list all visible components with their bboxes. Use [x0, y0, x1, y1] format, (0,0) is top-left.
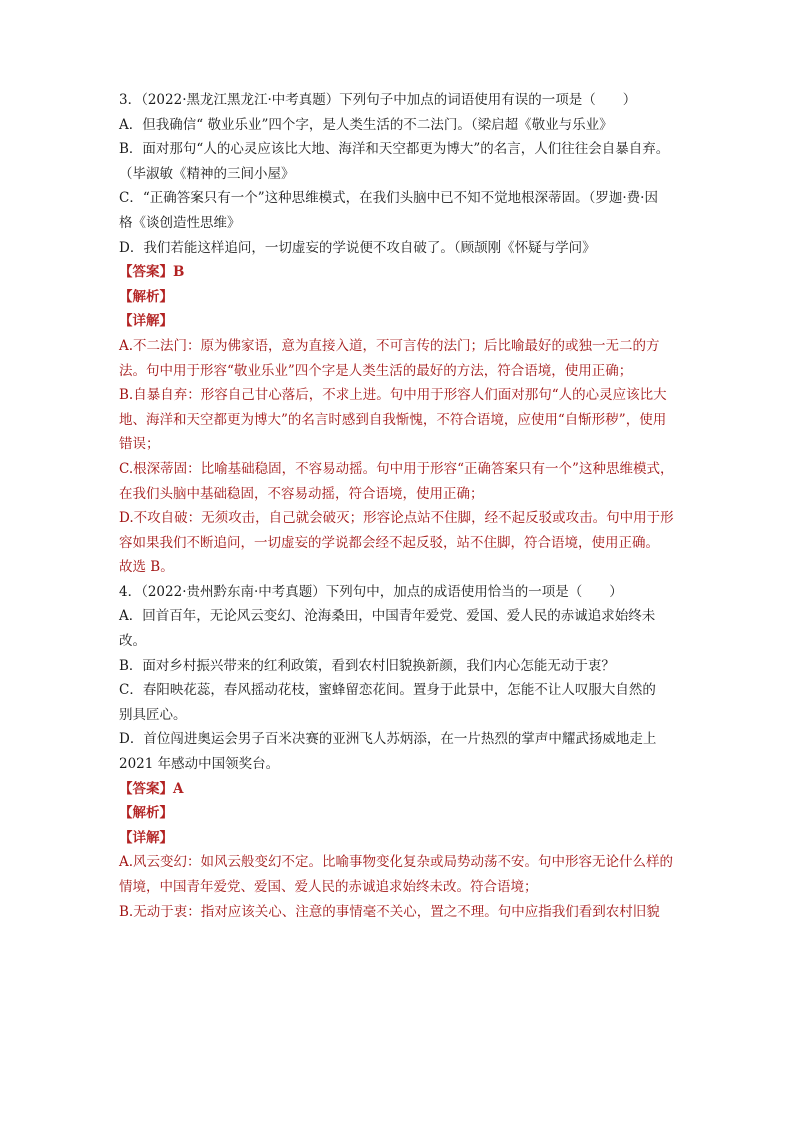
question-4-detail-a: A.风云变幻：如风云般变幻不定。比喻事物变化复杂或局势动荡不安。句中形容无论什么样的情境，中国青年爱党、爱国、爱人民的赤诚追求始终未改。符合语境；: [119, 854, 674, 895]
question-3-detail-a: A.不二法门：原为佛家语，意为直接入道，不可言传的法门；后比喻最好的或独一无二的方法。句中用于形容“敬业乐业”四个字是人类生活的最好的方法，符合语境，使用正确；: [119, 337, 660, 379]
question-4-option-b: B．面对乡村振兴带来的红利政策，看到农村旧貌换新颜，我们内心怎能无动于衷？: [119, 657, 615, 674]
answer-tag: 【答案】: [119, 264, 173, 281]
question-3-detail-b: B.自暴自弃：形容自己甘心落后，不求上进。句中用于形容人们面对那句“人的心灵应该比大地、海洋和天空都更为博大”的名言时感到自我惭愧，不符合语境，应使用“自惭形秽”，使用错误；: [119, 387, 667, 453]
question-4-option-c-line2: 别具匠心。: [119, 706, 187, 723]
question-4-option-d-line2: 2021 年感动中国领奖台。: [119, 756, 280, 773]
question-4-answer: [119, 777, 679, 802]
question-3-option-c-line1: C．“正确答案只有一个”这种思维模式，在我们头脑中已不知不觉地根深蒂固。（罗迦·费·因: [119, 190, 658, 207]
question-4-detail-tag: 【详解】: [119, 829, 173, 846]
question-3-option-a: A．但我确信“ 敬业乐业”四个字，是人类生活的不二法门。（梁启超《敬业与乐业》: [119, 116, 613, 133]
question-3-stem: 3．（2022·黑龙江黑龙江·中考真题）下列句子中加点的词语使用有误的一项是（ ）: [119, 92, 637, 108]
question-3-detail-tag: 【详解】: [119, 313, 173, 330]
question-4-option-c-line1: C．春阳映花蕊，春风摇动花枝，蜜蜂留恋花间。置身于此景中，怎能不让人叹服大自然的: [119, 682, 656, 699]
answer-value: A: [173, 780, 184, 797]
question-3-analysis-tag: 【解析】: [119, 288, 173, 305]
question-3-option-d: D．我们若能这样追问，一切虚妄的学说便不攻自破了。（顾颉刚《怀疑与学问》: [119, 239, 596, 256]
question-4-stem: 4．（2022·贵州黔东南·中考真题）下列句中，加点的成语使用恰当的一项是（ ）: [119, 583, 623, 600]
question-3-answer: [119, 260, 679, 285]
document-content: [119, 88, 679, 924]
question-3-option-b-line1: B．面对那句“人的心灵应该比大地、海洋和天空都更为博大”的名言，人们往往会自暴自弃。: [119, 141, 670, 158]
question-3-conclusion: 故选 B。: [119, 559, 174, 576]
question-3-option-b-line2: （毕淑敏《精神的三间小屋》: [119, 165, 295, 182]
question-3-detail-c: C.根深蒂固：比喻基础稳固，不容易动摇。句中用于形容“正确答案只有一个”这种思维模式，在我们头脑中基础稳固，不容易动摇，符合语境，使用正确；: [119, 460, 674, 502]
question-4-option-a-line1: A．回首百年，无论风云变幻、沧海桑田，中国青年爱党、爱国、爱人民的赤诚追求始终未: [119, 608, 656, 625]
answer-value: B: [173, 264, 185, 281]
question-3-option-c-line2: 格《谈创造性思维》: [119, 214, 241, 231]
question-3-detail-d: D.不攻自破：无须攻击，自己就会破灭；形容论点站不住脚，经不起反驳或攻击。句中用于形容如果我们不断追问，一切虚妄的学说都会经不起反驳，站不住脚，符合语境，使用正确。: [119, 510, 674, 551]
question-4-option-a-line2: 改。: [119, 633, 146, 650]
answer-tag: 【答案】: [119, 780, 173, 797]
question-4-analysis-tag: 【解析】: [119, 805, 173, 822]
question-4-option-d-line1: D．首位闯进奥运会男子百米决赛的亚洲飞人苏炳添，在一片热烈的掌声中耀武扬威地走上: [119, 731, 657, 748]
question-4-detail-b: B.无动于衷：指对应该关心、注意的事情毫不关心，置之不理。句中应指我们看到农村旧貌: [119, 903, 660, 920]
